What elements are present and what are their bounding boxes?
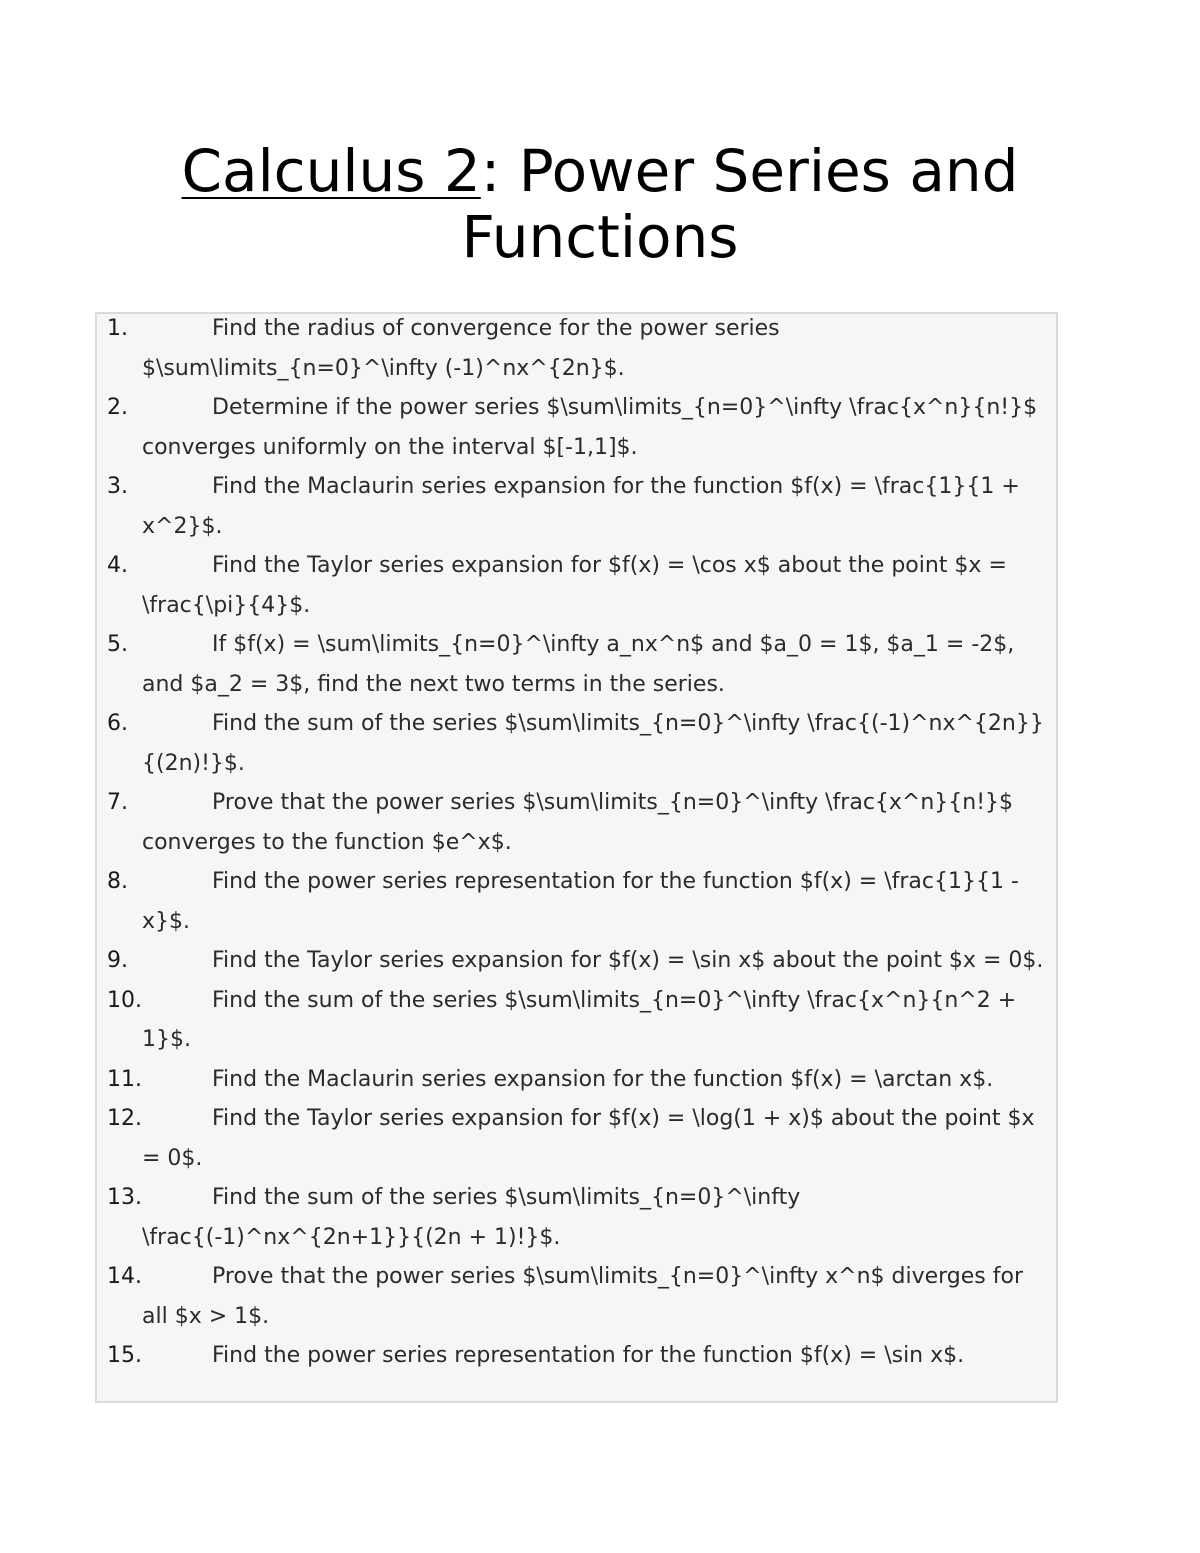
- problem-number: 2.: [107, 395, 128, 420]
- problem-text: Find the Maclaurin series expansion for the function $f(x) = \arctan x$.: [212, 1066, 994, 1092]
- problem-item: [97, 783, 1056, 862]
- problem-number: 6.: [107, 711, 128, 736]
- problem-number: 7.: [107, 790, 128, 815]
- problem-text: Find the Maclaurin series expansion for the function $f(x) = \frac{1}{1 + x^2}$.: [142, 474, 1020, 539]
- problem-item: [97, 1336, 1056, 1376]
- problem-list-box: [95, 312, 1058, 1403]
- problem-item: [97, 1257, 1056, 1336]
- problem-text: Find the power series representation for the function $f(x) = \sin x$.: [212, 1343, 965, 1368]
- problem-number: 4.: [107, 553, 128, 578]
- problem-text: Find the power series representation for the function $f(x) = \frac{1}{1 - x}$.: [142, 869, 1019, 934]
- problem-text: If $f(x) = \sum\limits_{n=0}^\infty a_nx^n$ and $a_0 = 1$, $a_1 = -2$, and $a_2 = 3$, find the next two terms in the series.: [142, 632, 1015, 697]
- problem-text: Find the Taylor series expansion for $f(x) = \sin x$ about the point $x = 0$.: [212, 948, 1044, 973]
- problem-item: [97, 312, 1056, 388]
- problem-item: [97, 704, 1056, 783]
- problem-number: 8.: [107, 869, 128, 894]
- problem-text: Find the sum of the series $\sum\limits_{n=0}^\infty \frac{(-1)^nx^{2n}}{(2n)!}$.: [142, 711, 1044, 776]
- problem-item: [97, 1178, 1056, 1257]
- problem-number: 9.: [107, 948, 128, 973]
- problem-number: 10.: [107, 987, 142, 1013]
- problem-number: 5.: [107, 632, 128, 657]
- problem-item: [97, 625, 1056, 704]
- problem-number: 12.: [107, 1106, 142, 1131]
- title-topic: : Power Series and Functions: [461, 137, 1019, 271]
- problem-item: [97, 388, 1056, 467]
- problem-list: [97, 312, 1056, 1376]
- problem-item: [97, 1060, 1056, 1100]
- problem-number: 1.: [107, 316, 128, 341]
- problem-text: Find the sum of the series $\sum\limits_{n=0}^\infty \frac{x^n}{n^2 + 1}$.: [142, 987, 1017, 1052]
- problem-number: 11.: [107, 1066, 142, 1092]
- problem-text: Find the sum of the series $\sum\limits_{n=0}^\infty \frac{(-1)^nx^{2n+1}}{(2n + 1)!}$.: [142, 1185, 801, 1250]
- problem-text: Determine if the power series $\sum\limits_{n=0}^\infty \frac{x^n}{n!}$ converges uniformly on the interval $[-1,1]$.: [142, 395, 1038, 460]
- problem-number: 15.: [107, 1343, 142, 1368]
- title-course-name: Calculus 2: [181, 137, 481, 205]
- problem-item: [97, 862, 1056, 941]
- problem-item: [97, 941, 1056, 981]
- problem-text: Find the Taylor series expansion for $f(x) = \log(1 + x)$ about the point $x = 0$.: [142, 1106, 1035, 1171]
- problem-text: Prove that the power series $\sum\limits_{n=0}^\infty \frac{x^n}{n!}$ converges to the function $e^x$.: [142, 790, 1014, 855]
- problem-number: 14.: [107, 1264, 142, 1289]
- problem-item: [97, 467, 1056, 546]
- problem-item: [97, 546, 1056, 625]
- problem-number: 3.: [107, 474, 128, 499]
- page-title: [150, 138, 1050, 270]
- problem-number: 13.: [107, 1185, 142, 1210]
- problem-item: [97, 1099, 1056, 1178]
- problem-item: [97, 981, 1056, 1060]
- problem-text: Find the Taylor series expansion for $f(x) = \cos x$ about the point $x = \frac{\pi}{4}$.: [142, 553, 1007, 618]
- problem-text: Prove that the power series $\sum\limits_{n=0}^\infty x^n$ diverges for all $x > 1$.: [142, 1264, 1024, 1329]
- problem-text: Find the radius of convergence for the power series $\sum\limits_{n=0}^\infty (-1)^nx^{2n}$.: [142, 316, 780, 381]
